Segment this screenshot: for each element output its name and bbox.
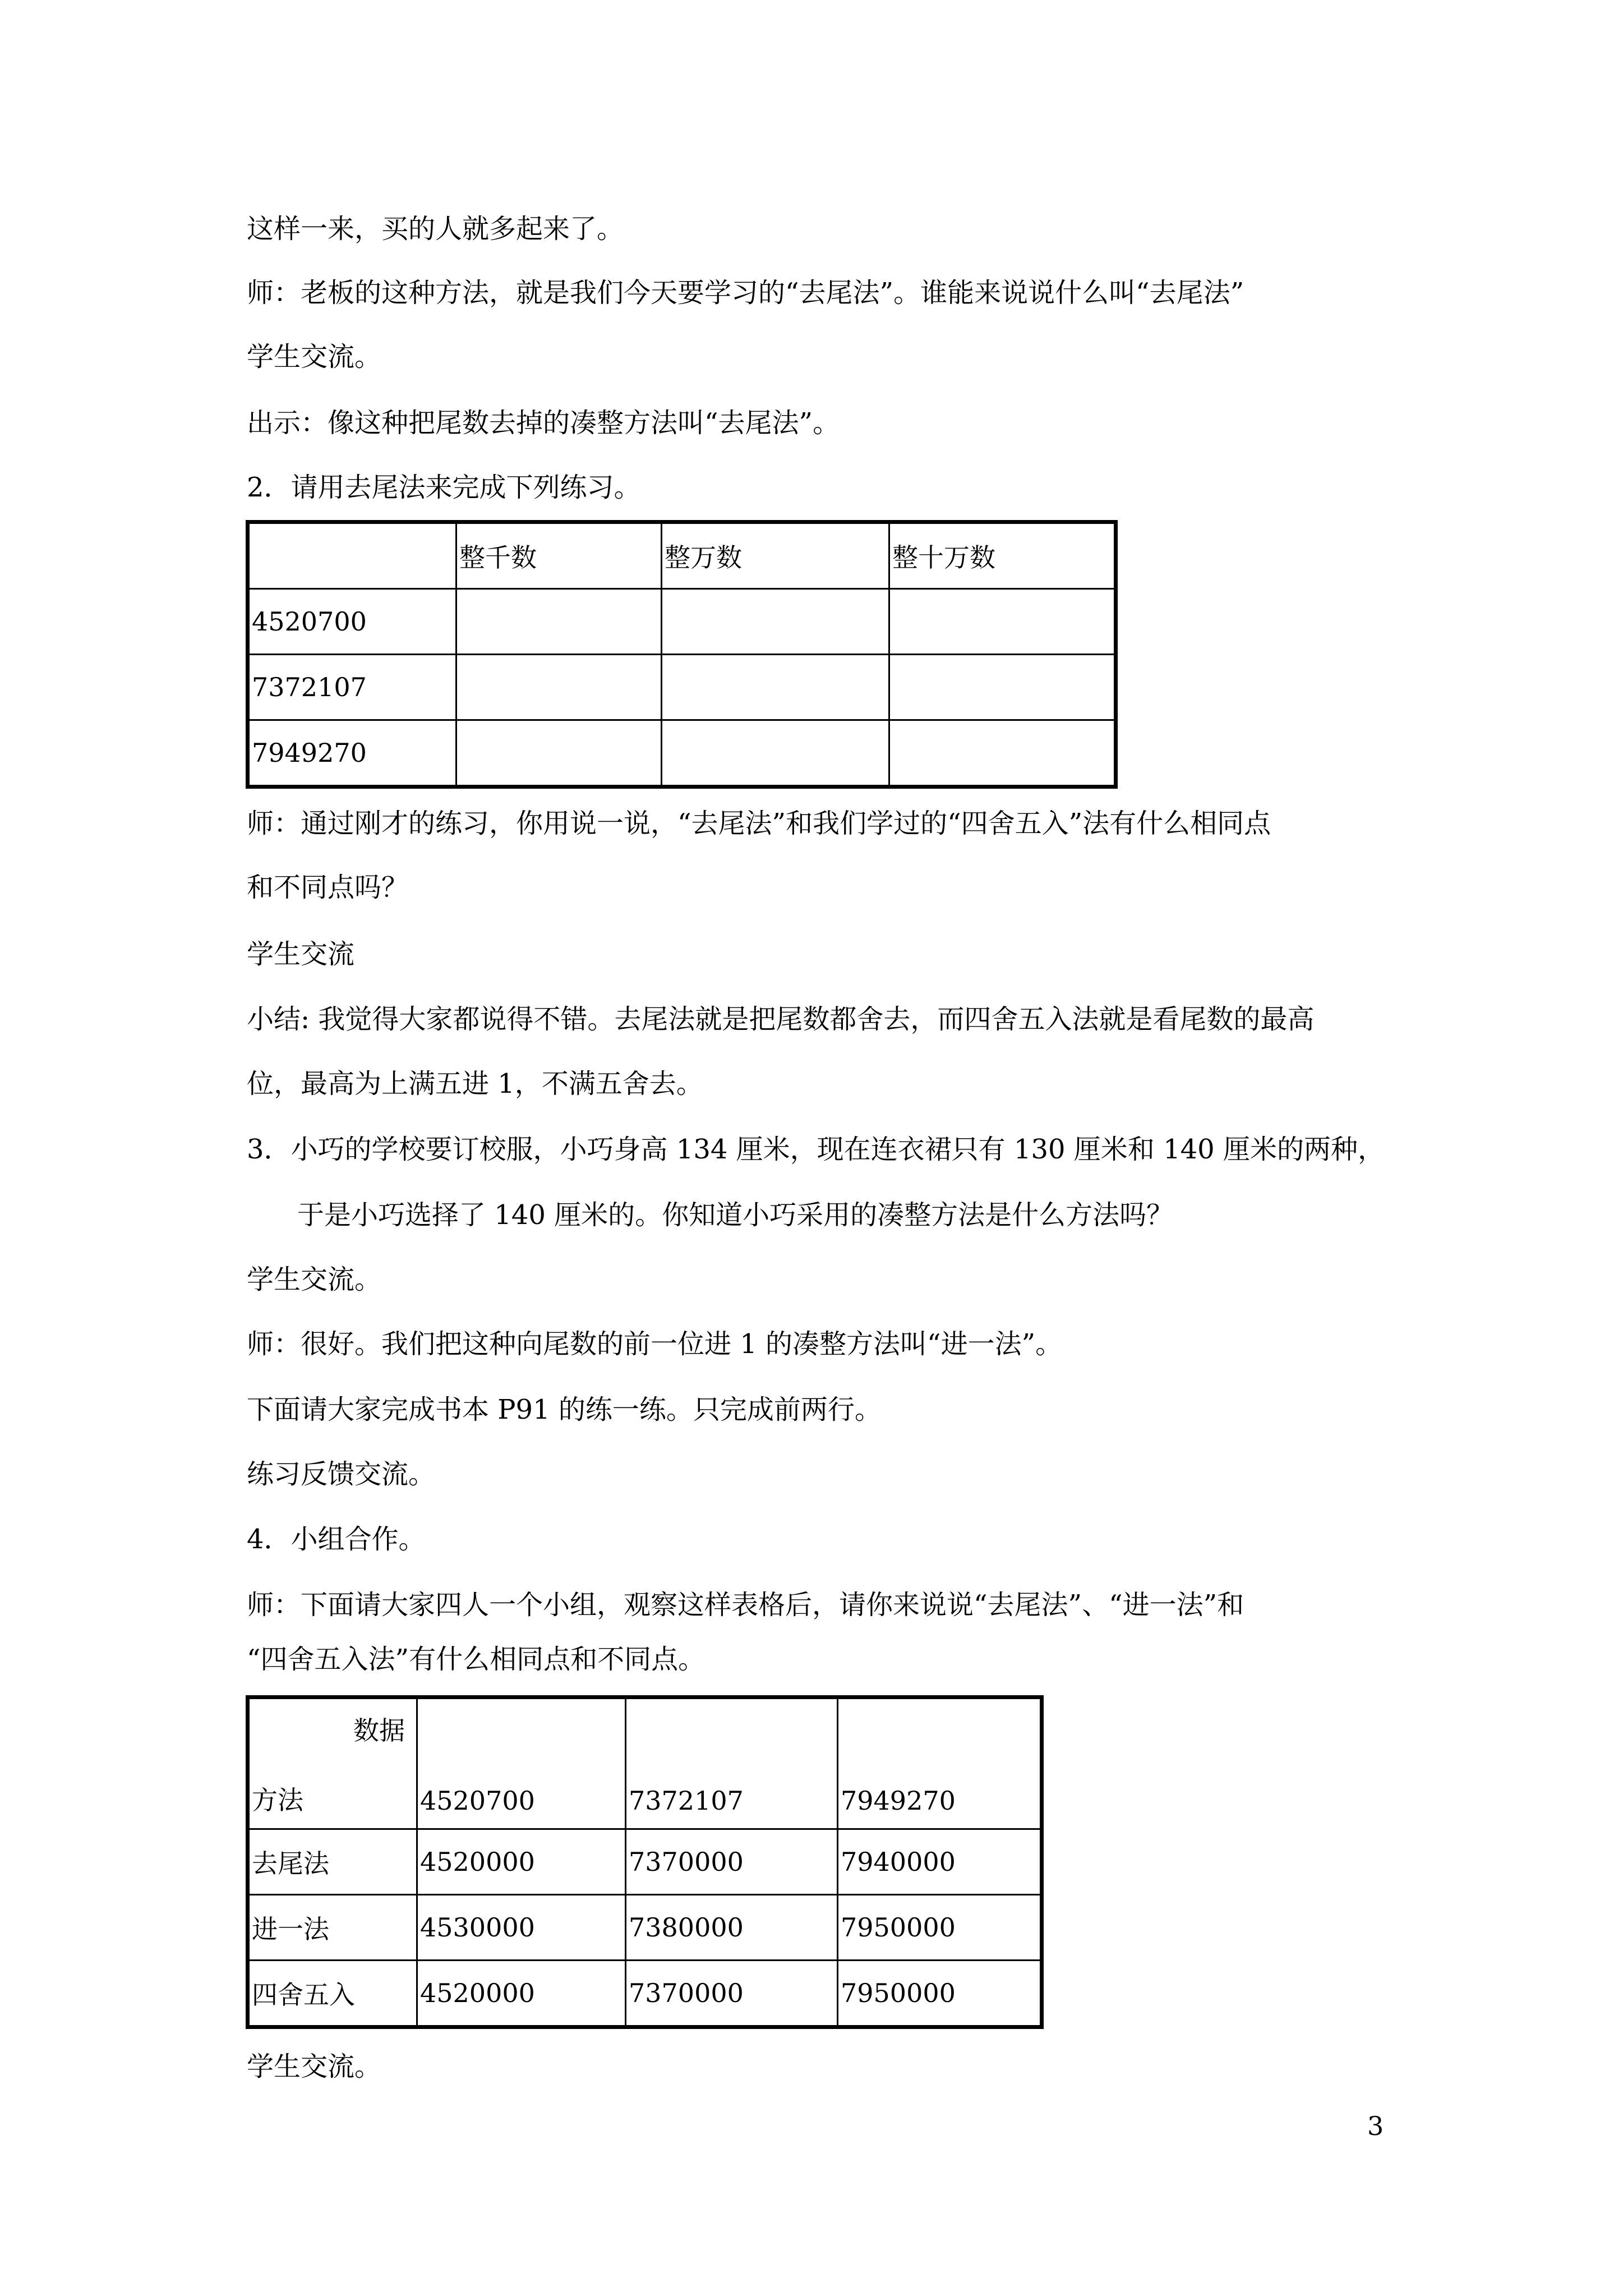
table-cell: 进一法 xyxy=(248,1895,417,1961)
table-cell: 4520700 xyxy=(248,589,457,655)
paragraph-12: 下面请大家完成书本 P91 的练一练。只完成前两行。 xyxy=(247,1394,882,1425)
method-comparison-table xyxy=(246,1695,1044,2029)
paragraph-11: 师：很好。我们把这种向尾数的前一位进 1 的凑整方法叫“进一法”。 xyxy=(247,1328,1063,1360)
table-row xyxy=(248,655,1116,720)
table-cell xyxy=(457,720,662,787)
corner-label-data: 数据 xyxy=(353,1715,405,1746)
table-cell xyxy=(889,589,1116,655)
table-cell xyxy=(889,720,1116,787)
table-header-cell: 整千数 xyxy=(457,522,662,589)
table-cell: 7372107 xyxy=(248,655,457,720)
table-cell: 4530000 xyxy=(417,1895,626,1961)
table-header-cell: 7949270 xyxy=(838,1697,1042,1829)
table-cell: 7940000 xyxy=(838,1829,1042,1895)
table-cell: 四舍五入 xyxy=(248,1961,417,2027)
table-cell: 4520000 xyxy=(417,1829,626,1895)
paragraph-15b: “四舍五入法”有什么相同点和不同点。 xyxy=(247,1644,706,1675)
table-header-row xyxy=(248,522,1116,589)
table-cell: 去尾法 xyxy=(248,1829,417,1895)
table-row xyxy=(248,1829,1042,1895)
summary-line-1: 小结: 我觉得大家都说得不错。去尾法就是把尾数都舍去，而四舍五入法就是看尾数的最高 xyxy=(247,1004,1315,1035)
table-cell xyxy=(457,589,662,655)
table-cell xyxy=(457,655,662,720)
paragraph-4: 出示：像这种把尾数去掉的凑整方法叫“去尾法”。 xyxy=(247,407,840,439)
table-cell: 7950000 xyxy=(838,1961,1042,2027)
exercise-4-heading: 4．小组合作。 xyxy=(247,1524,426,1555)
paragraph-7: 学生交流 xyxy=(247,938,355,970)
table-cell: 7950000 xyxy=(838,1895,1042,1961)
paragraph-2: 师：老板的这种方法，就是我们今天要学习的“去尾法”。谁能来说说什么叫“去尾法” xyxy=(247,277,1244,309)
table-cell: 7380000 xyxy=(626,1895,838,1961)
table-cell xyxy=(889,655,1116,720)
table-header-cell: 整十万数 xyxy=(889,522,1116,589)
table-cell: 7949270 xyxy=(248,720,457,787)
paragraph-6a: 师：通过刚才的练习，你用说一说，“去尾法”和我们学过的“四舍五入”法有什么相同点 xyxy=(247,808,1271,839)
table-cell: 4520000 xyxy=(417,1961,626,2027)
table-cell xyxy=(662,589,889,655)
corner-label-method: 方法 xyxy=(252,1785,303,1815)
rounding-exercise-table xyxy=(246,520,1118,789)
table-header-row xyxy=(248,1697,1042,1829)
table-row xyxy=(248,1961,1042,2027)
exercise-3-line-1: 3．小巧的学校要订校服，小巧身高 134 厘米，现在连衣裙只有 130 厘米和 140 厘米的两种， xyxy=(247,1134,1385,1165)
summary-line-2: 位，最高为上满五进 1，不满五舍去。 xyxy=(247,1068,703,1099)
table-cell xyxy=(662,655,889,720)
paragraph-10: 学生交流。 xyxy=(247,1264,382,1295)
table-header-cell: 整万数 xyxy=(662,522,889,589)
exercise-2-heading: 2．请用去尾法来完成下列练习。 xyxy=(247,472,641,503)
table-cell xyxy=(662,720,889,787)
page-number: 3 xyxy=(1367,2111,1384,2141)
paragraph-3: 学生交流。 xyxy=(247,341,382,372)
table-row xyxy=(248,1895,1042,1961)
table-cell: 7370000 xyxy=(626,1829,838,1895)
table-header-cell: 4520700 xyxy=(417,1697,626,1829)
paragraph-6b: 和不同点吗？ xyxy=(247,872,409,903)
table-header-cell xyxy=(248,522,457,589)
table-corner-cell xyxy=(248,1697,417,1829)
table-header-cell: 7372107 xyxy=(626,1697,838,1829)
paragraph-13: 练习反馈交流。 xyxy=(247,1458,436,1490)
paragraph-1: 这样一来，买的人就多起来了。 xyxy=(247,213,624,245)
paragraph-16: 学生交流。 xyxy=(247,2051,382,2082)
table-row xyxy=(248,720,1116,787)
exercise-3-line-2: 于是小巧选择了 140 厘米的。你知道小巧采用的凑整方法是什么方法吗？ xyxy=(297,1199,1174,1231)
paragraph-15a: 师：下面请大家四人一个小组，观察这样表格后，请你来说说“去尾法”、“进一法”和 xyxy=(247,1589,1244,1621)
table-row xyxy=(248,589,1116,655)
table-cell: 7370000 xyxy=(626,1961,838,2027)
